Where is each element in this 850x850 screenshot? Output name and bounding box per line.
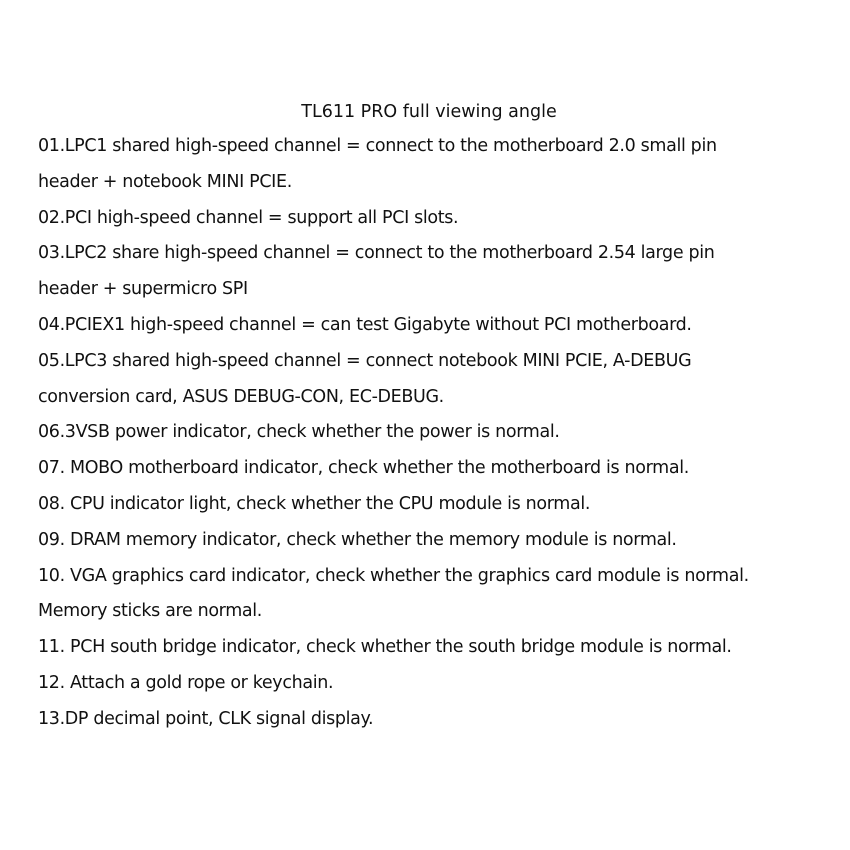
text-line-15: 11. PCH south bridge indicator, check whether the south bridge module is normal. — [38, 637, 732, 658]
document-body — [38, 96, 828, 738]
text-line-11: 08. CPU indicator light, check whether the CPU module is normal. — [38, 493, 591, 514]
text-line-09: 06.3VSB power indicator, check whether the power is normal. — [38, 422, 560, 443]
text-line-08: conversion card, ASUS DEBUG-CON, EC-DEBUG. — [38, 386, 444, 407]
text-line-10: 07. MOBO motherboard indicator, check whether the motherboard is normal. — [38, 458, 689, 479]
text-line-04: 03.LPC2 share high-speed channel = connect to the motherboard 2.54 large pin — [38, 243, 715, 264]
text-line-06: 04.PCIEX1 high-speed channel = can test Gigabyte without PCI motherboard. — [38, 314, 692, 335]
text-line-02: header + notebook MINI PCIE. — [38, 171, 292, 192]
text-line-05: header + supermicro SPI — [38, 279, 248, 300]
text-line-12: 09. DRAM memory indicator, check whether the memory module is normal. — [38, 529, 677, 550]
text-line-17: 13.DP decimal point, CLK signal display. — [38, 708, 374, 729]
text-line-14: Memory sticks are normal. — [38, 601, 263, 622]
document-title: TL611 PRO full viewing angle — [301, 102, 557, 122]
text-line-13: 10. VGA graphics card indicator, check whether the graphics card module is normal. — [38, 565, 749, 586]
text-line-07: 05.LPC3 shared high-speed channel = connect notebook MINI PCIE, A-DEBUG — [38, 350, 692, 371]
text-line-16: 12. Attach a gold rope or keychain. — [38, 672, 334, 693]
text-line-01: 01.LPC1 shared high-speed channel = connect to the motherboard 2.0 small pin — [38, 136, 717, 156]
text-line-03: 02.PCI high-speed channel = support all PCI slots. — [38, 207, 459, 228]
